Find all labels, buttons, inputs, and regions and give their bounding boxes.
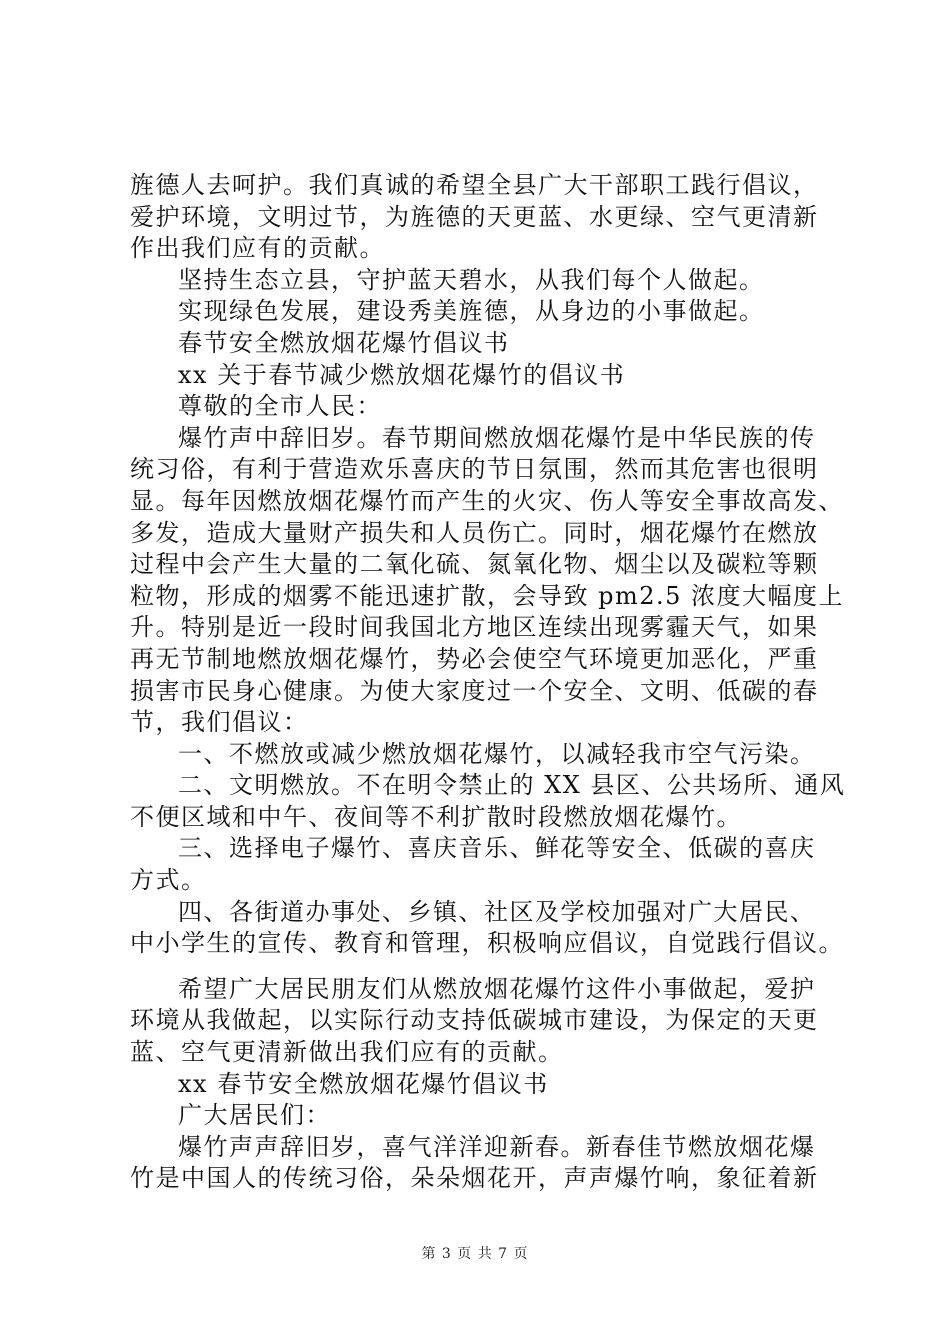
text-line: 显。每年因燃放烟花爆竹而产生的火灾、伤人等安全事故高发、 <box>130 486 844 515</box>
document-body <box>130 170 846 1195</box>
text-line: 三、选择电子爆竹、喜庆音乐、鲜花等安全、低碳的喜庆 <box>178 834 816 863</box>
text-line: 二、文明燃放。不在明令禁止的 XX 县区、公共场所、通风 <box>178 771 846 800</box>
text-line: 竹是中国人的传统习俗，朵朵烟花开，声声爆竹响，象征着新 <box>130 1164 819 1193</box>
text-line: xx 春节安全燃放烟花爆竹倡议书 <box>178 1069 549 1098</box>
text-line: 四、各街道办事处、乡镇、社区及学校加强对广大居民、 <box>178 897 816 926</box>
page-footer: 第 3 页 共 7 页 <box>421 1246 529 1262</box>
text-line: 再无节制地燃放烟花爆竹，势必会使空气环境更加恶化，严重 <box>130 644 819 673</box>
text-line: 旌德人去呵护。我们真诚的希望全县广大干部职工践行倡议， <box>130 171 819 199</box>
text-line: 过程中会产生大量的二氧化硫、氮氧化物、烟尘以及碳粒等颗 <box>130 550 819 579</box>
text-line: 粒物，形成的烟雾不能迅速扩散，会导致 pm2.5 浓度大幅度上 <box>130 581 845 610</box>
text-line: 统习俗，有利于营造欢乐喜庆的节日氛围，然而其危害也很明 <box>130 455 819 484</box>
text-line: 春节安全燃放烟花爆竹倡议书 <box>178 328 510 357</box>
text-line: 一、不燃放或减少燃放烟花爆竹，以减轻我市空气污染。 <box>178 739 816 768</box>
text-line: 不便区域和中午、夜间等不利扩散时段燃放烟花爆竹。 <box>130 802 742 831</box>
text-line: 坚持生态立县，守护蓝天碧水，从我们每个人做起。 <box>178 265 765 294</box>
text-line: 爱护环境，文明过节，为旌德的天更蓝、水更绿、空气更清新 <box>130 202 819 231</box>
text-line: 环境从我做起，以实际行动支持低碳城市建设，为保定的天更 <box>130 1006 819 1035</box>
text-line: 多发，造成大量财产损失和人员伤亡。同时，烟花爆竹在燃放 <box>130 518 819 547</box>
text-line: 损害市民身心健康。为使大家度过一个安全、文明、低碳的春 <box>130 676 819 705</box>
text-line: 希望广大居民朋友们从燃放烟花爆竹这件小事做起，爱护 <box>178 974 816 1003</box>
text-line: xx 关于春节减少燃放烟花爆竹的倡议书 <box>178 360 626 389</box>
text-line: 爆竹声声辞旧岁，喜气洋洋迎新春。新春佳节燃放烟花爆 <box>178 1132 816 1161</box>
text-line: 中小学生的宣传、教育和管理，积极响应倡议，自觉践行倡议。 <box>130 929 844 958</box>
text-line: 广大居民们： <box>178 1101 331 1130</box>
text-line: 实现绿色发展，建设秀美旌德，从身边的小事做起。 <box>178 297 765 326</box>
text-line: 爆竹声中辞旧岁。春节期间燃放烟花爆竹是中华民族的传 <box>178 423 816 452</box>
text-line: 蓝、空气更清新做出我们应有的贡献。 <box>130 1038 564 1067</box>
text-line: 方式。 <box>130 866 207 895</box>
text-line: 节，我们倡议： <box>130 708 309 737</box>
text-line: 升。特别是近一段时间我国北方地区连续出现雾霾天气，如果 <box>130 613 819 642</box>
text-line: 作出我们应有的贡献。 <box>130 234 385 263</box>
text-line: 尊敬的全市人民： <box>178 392 382 421</box>
